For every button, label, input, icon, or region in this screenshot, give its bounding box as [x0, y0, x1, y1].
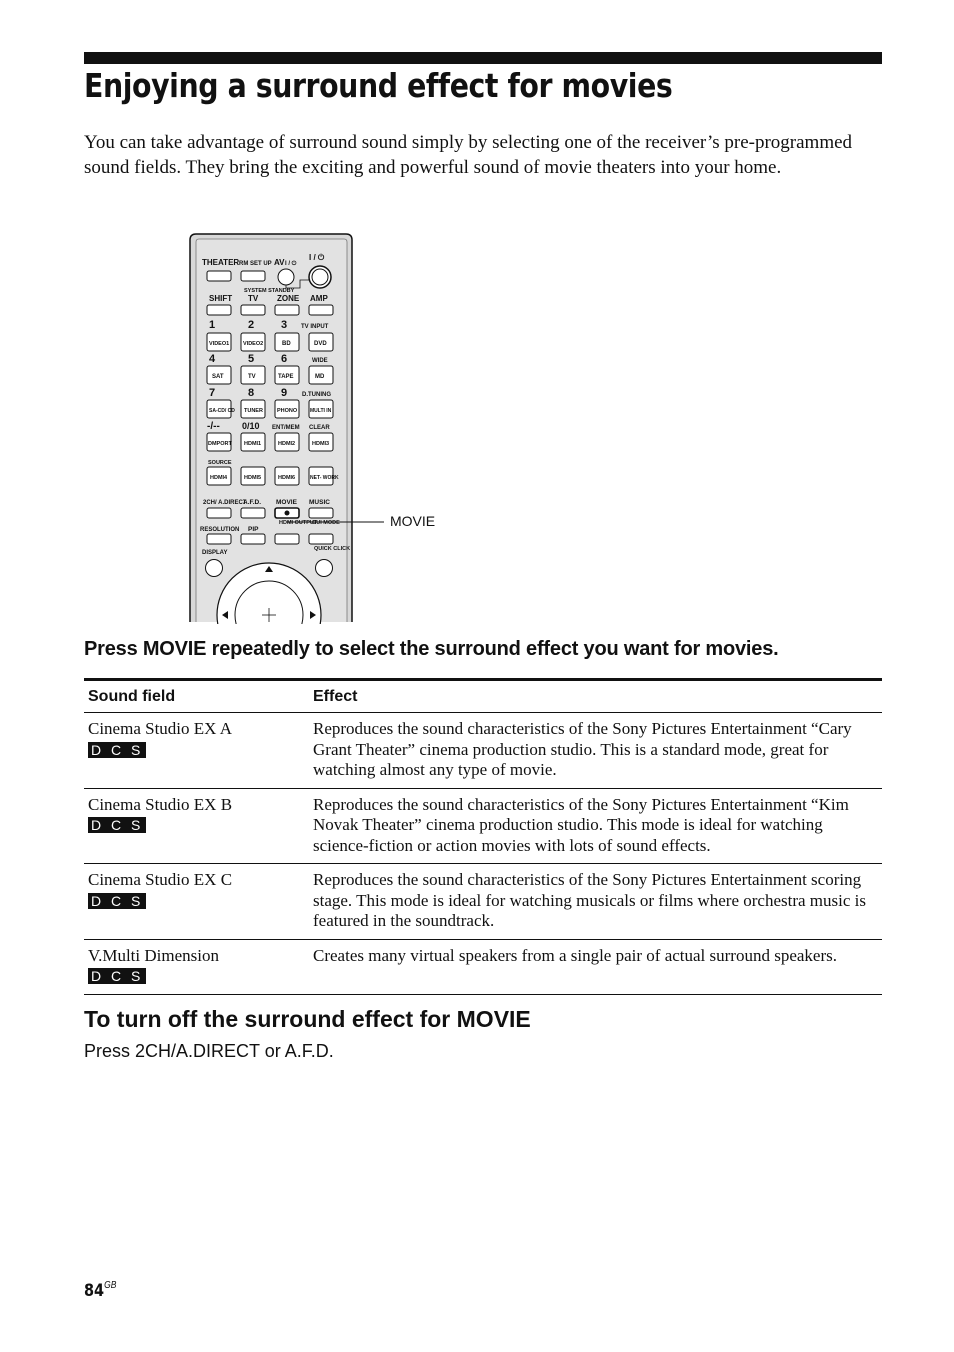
display-button[interactable]: [206, 560, 223, 577]
label-dmport: DMPORT: [208, 441, 232, 447]
label-av-power: I / ⏻: [285, 261, 297, 267]
step-instruction: Press MOVIE repeatedly to select the surround effect you want for movies.: [84, 638, 779, 660]
dcs-badge: D C S: [88, 817, 146, 833]
label-sacd-cd: SA-CD/ CD: [209, 408, 235, 414]
label-tuner: TUNER: [244, 408, 263, 414]
label-hdmi5: HDMI5: [244, 475, 262, 481]
label-6: 6: [281, 353, 288, 365]
label-clear: CLEAR: [309, 425, 330, 431]
label-9: 9: [281, 387, 288, 399]
label-hdmi2: HDMI2: [278, 441, 296, 447]
afd-button[interactable]: [241, 508, 265, 518]
zone-button[interactable]: [275, 305, 299, 315]
label-phono: PHONO: [277, 408, 298, 414]
label-afd: A.F.D.: [243, 499, 262, 506]
header-effect: Effect: [313, 688, 358, 705]
label-sat: SAT: [212, 374, 224, 380]
label-power: I / ⏻: [309, 253, 325, 262]
page-number-value: 84: [84, 1281, 105, 1301]
label-tv: TV: [248, 294, 259, 303]
label-amp: AMP: [310, 294, 328, 303]
rm-set-up-button[interactable]: [241, 271, 265, 281]
label-network: NET- WORK: [310, 475, 339, 481]
label-movie: MOVIE: [276, 499, 297, 506]
label-theater: THEATER: [202, 258, 240, 267]
page-number: [84, 1281, 116, 1301]
label-video1: VIDEO1: [209, 341, 230, 347]
2ch-a-direct-button[interactable]: [207, 508, 231, 518]
label-system-standby: SYSTEM STANDBY: [244, 288, 295, 294]
amp-button[interactable]: [309, 305, 333, 315]
label-display: DISPLAY: [202, 550, 228, 556]
music-button[interactable]: [309, 508, 333, 518]
label-dash: -/--: [207, 421, 220, 432]
label-8: 8: [248, 387, 255, 399]
label-bd: BD: [282, 341, 291, 347]
label-multi-in: MULTI IN: [310, 408, 332, 414]
table-row: [84, 939, 882, 994]
label-shift: SHIFT: [209, 294, 233, 303]
av-power-button[interactable]: [278, 269, 294, 285]
effect-description: Reproduces the sound characteristics of the Sony Pictures Entertainment scoring stage. This mode is ideal for watching musicals or films where orchestra music is featured in the soundtrack.: [313, 870, 866, 930]
tv-button[interactable]: [241, 305, 265, 315]
page-title: Enjoying a surround effect for movies: [84, 66, 673, 105]
label-md: MD: [315, 374, 325, 380]
section-instruction: Press 2CH/A.DIRECT or A.F.D.: [84, 1041, 334, 1061]
label-4: 4: [209, 353, 216, 365]
label-hdmi4: HDMI4: [210, 475, 228, 481]
sound-field-table: [84, 678, 882, 995]
label-av: AV: [274, 258, 285, 267]
label-gui-mode: GUI MODE: [312, 520, 340, 526]
header-rule: [84, 52, 882, 64]
movie-callout-label: MOVIE: [390, 513, 436, 529]
label-5: 5: [248, 353, 255, 365]
label-hdmi6: HDMI6: [278, 475, 296, 481]
effect-description: Reproduces the sound characteristics of the Sony Pictures Entertainment “Cary Grant Theater” cinema production studio. This is a standard mode, great for watching almost any type of movie.: [313, 719, 852, 779]
table-header-row: [84, 680, 882, 713]
table-row: [84, 864, 882, 940]
remote-control-icon: [188, 232, 538, 624]
label-source: SOURCE: [208, 460, 232, 466]
label-video2: VIDEO2: [243, 341, 264, 347]
label-hdmi1: HDMI1: [244, 441, 262, 447]
label-tv-input: TV INPUT: [301, 324, 329, 330]
theater-button[interactable]: [207, 271, 231, 281]
label-7: 7: [209, 387, 216, 399]
label-resolution: RESOLUTION: [200, 527, 240, 533]
label-music: MUSIC: [309, 499, 330, 506]
intro-paragraph: You can take advantage of surround sound simply by selecting one of the receiver’s pre-programmed sound fields. They bring the exciting and powerful sound of movie theaters into your home.: [84, 132, 853, 178]
table-row: [84, 788, 882, 864]
label-dvd: DVD: [314, 341, 327, 347]
label-hdmi-output: HDMI OUTPUT: [279, 520, 318, 526]
sound-field-name: Cinema Studio EX B: [88, 794, 233, 814]
dcs-badge: D C S: [88, 742, 146, 758]
sound-field-name: V.Multi Dimension: [88, 945, 219, 965]
dcs-badge: D C S: [88, 968, 146, 984]
effect-description: Reproduces the sound characteristics of the Sony Pictures Entertainment “Kim Novak Theater” cinema production studio. This mode is ideal for watching science-fiction or action movies with lots of sound effects.: [313, 794, 849, 855]
label-wide: WIDE: [312, 358, 328, 364]
quick-click-button[interactable]: [316, 560, 333, 577]
label-2ch: 2CH/ A.DIRECT: [203, 500, 247, 506]
label-1: 1: [209, 319, 216, 331]
shift-button[interactable]: [207, 305, 231, 315]
label-2: 2: [248, 319, 255, 331]
remote-illustration: [188, 232, 538, 624]
label-quick-click: QUICK CLICK: [314, 546, 351, 552]
label-0: 0/10: [242, 421, 260, 431]
header-sound-field: Sound field: [88, 688, 176, 705]
gui-mode-button[interactable]: [309, 534, 333, 544]
effect-description: Creates many virtual speakers from a single pair of actual surround speakers.: [313, 945, 837, 965]
label-pip: PIP: [248, 526, 259, 533]
sound-field-name: Cinema Studio EX C: [88, 870, 233, 889]
label-hdmi3: HDMI3: [312, 441, 330, 447]
dcs-badge: D C S: [88, 893, 146, 909]
label-zone: ZONE: [277, 294, 300, 303]
label-rm-set-up: RM SET UP: [239, 261, 272, 267]
label-3: 3: [281, 319, 288, 331]
label-tape: TAPE: [278, 374, 294, 380]
label-tv-btn: TV: [248, 374, 256, 380]
section-subheading: To turn off the surround effect for MOVIE: [84, 1006, 531, 1032]
sound-field-name: Cinema Studio EX A: [88, 719, 233, 738]
page-region-suffix: GB: [104, 1280, 117, 1291]
label-d-tuning: D.TUNING: [302, 392, 331, 398]
pip-button[interactable]: [241, 534, 265, 544]
label-ent-mem: ENT/MEM: [272, 425, 300, 431]
table-row: [84, 713, 882, 789]
resolution-button[interactable]: [207, 534, 231, 544]
hdmi-output-button[interactable]: [275, 534, 299, 544]
